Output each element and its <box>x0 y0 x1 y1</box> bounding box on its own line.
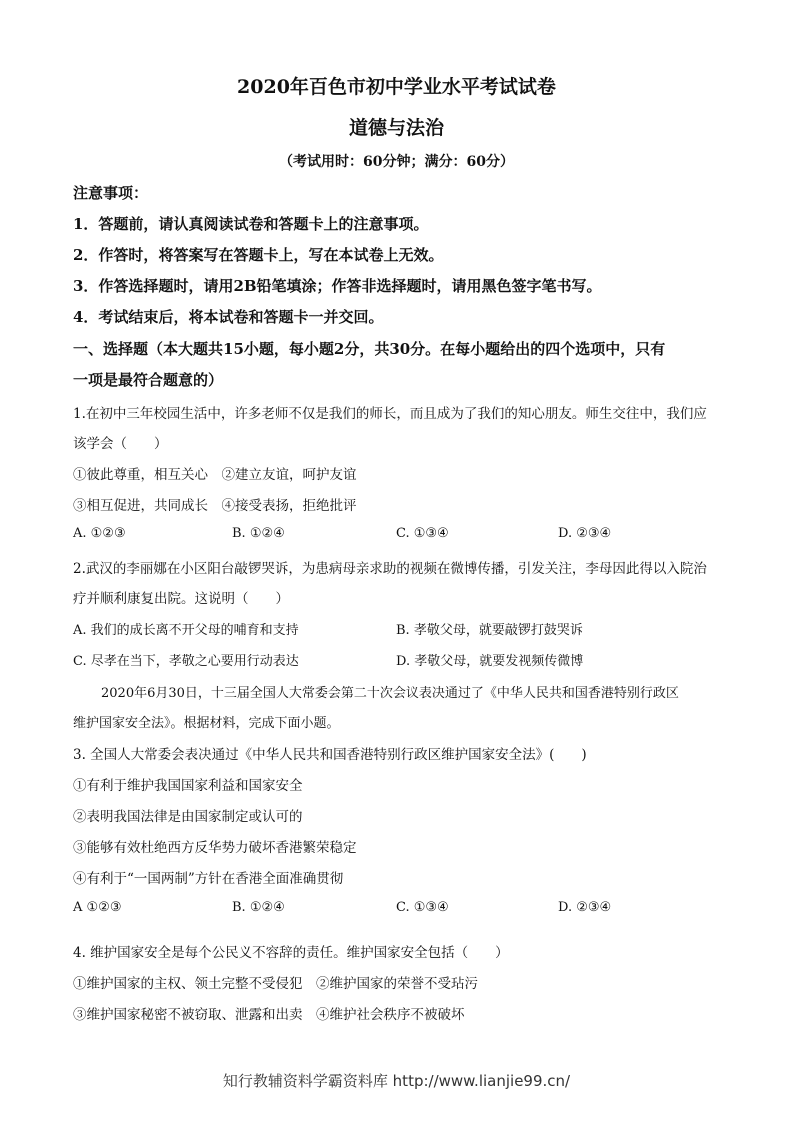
q4-statements-1: ①维护国家的主权、领土完整不受侵犯 ②维护国家的荣誉不受玷污 <box>73 976 478 992</box>
q4-statements-2: ③维护国家秘密不被窃取、泄露和出卖 ④维护社会秩序不被破坏 <box>73 1007 465 1023</box>
q2-option-b: B. 孝敬父母，就要敲锣打鼓哭诉 <box>396 623 583 638</box>
q3-option-d: D. ②③④ <box>558 900 612 915</box>
q3-option-c: C. ①③④ <box>396 900 449 915</box>
exam-info: （考试用时：60分钟；满分：60分） <box>279 154 514 170</box>
section-heading-line1: 一、选择题（本大题共15小题，每小题2分，共30分。在每小题给出的四个选项中，只有 <box>73 340 666 358</box>
material-line1: 2020年6月30日，十三届全国人大常委会第二十次会议表决通过了《中华人民共和国香港特别行政区 <box>101 686 679 701</box>
q2-stem-line2: 疗并顺利康复出院。这说明（ ） <box>73 591 289 607</box>
exam-subject: 道德与法治 <box>348 117 444 139</box>
q2-option-a: A. 我们的成长离不开父母的哺育和支持 <box>73 623 299 638</box>
note-item-3: 3．作答选择题时，请用2B铅笔填涂；作答非选择题时，请用黑色签字笔书写。 <box>73 277 602 295</box>
q3-stem: 3. 全国人大常委会表决通过《中华人民共和国香港特别行政区维护国家安全法》( ) <box>73 747 587 763</box>
q1-option-a: A. ①②③ <box>73 526 126 541</box>
q1-stem-line1: 1.在初中三年校园生活中，许多老师不仅是我们的师长，而且成为了我们的知心朋友。师生交往中，我们应 <box>73 406 707 422</box>
material-line2: 维护国家安全法》。根据材料，完成下面小题。 <box>73 716 340 731</box>
q2-option-d: D. 孝敬父母，就要发视频传微博 <box>396 654 584 669</box>
note-item-1: 1．答题前，请认真阅读试卷和答题卡上的注意事项。 <box>73 215 429 233</box>
q3-option-a: A ①②③ <box>73 900 122 915</box>
q3-statement-4: ④有利于“一国两制”方针在香港全面准确贯彻 <box>73 871 344 887</box>
q4-stem: 4. 维护国家安全是每个公民义不容辞的责任。维护国家安全包括（ ） <box>73 945 509 961</box>
q2-stem-line1: 2.武汉的李丽娜在小区阳台敲锣哭诉，为患病母亲求助的视频在微博传播，引发关注，李母因此得以入院治 <box>73 561 707 577</box>
q1-option-d: D. ②③④ <box>558 526 612 541</box>
section-heading-line2: 一项是最符合题意的） <box>73 371 224 389</box>
q3-option-b: B. ①②④ <box>232 900 285 915</box>
q1-option-c: C. ①③④ <box>396 526 449 541</box>
q1-statements-2: ③相互促进，共同成长 ④接受表扬，拒绝批评 <box>73 498 357 514</box>
footer-watermark: 知行教辅资料学霸资料库 http://www.lianjie99.cn/ <box>222 1072 571 1090</box>
q3-statement-1: ①有利于维护我国国家利益和国家安全 <box>73 778 303 794</box>
q3-statement-3: ③能够有效杜绝西方反华势力破坏香港繁荣稳定 <box>73 840 357 856</box>
notes-heading: 注意事项： <box>73 184 149 202</box>
note-item-4: 4．考试结束后，将本试卷和答题卡一并交回。 <box>73 308 384 326</box>
q1-stem-line2: 该学会（ ） <box>73 436 168 452</box>
q1-statements-1: ①彼此尊重，相互关心 ②建立友谊，呵护友谊 <box>73 467 357 483</box>
note-item-2: 2．作答时，将答案写在答题卡上，写在本试卷上无效。 <box>73 246 444 264</box>
exam-title: 2020年百色市初中学业水平考试试卷 <box>237 76 556 98</box>
q2-option-c: C. 尽孝在当下，孝敬之心要用行动表达 <box>73 654 299 669</box>
q1-option-b: B. ①②④ <box>232 526 285 541</box>
q3-statement-2: ②表明我国法律是由国家制定或认可的 <box>73 809 303 825</box>
